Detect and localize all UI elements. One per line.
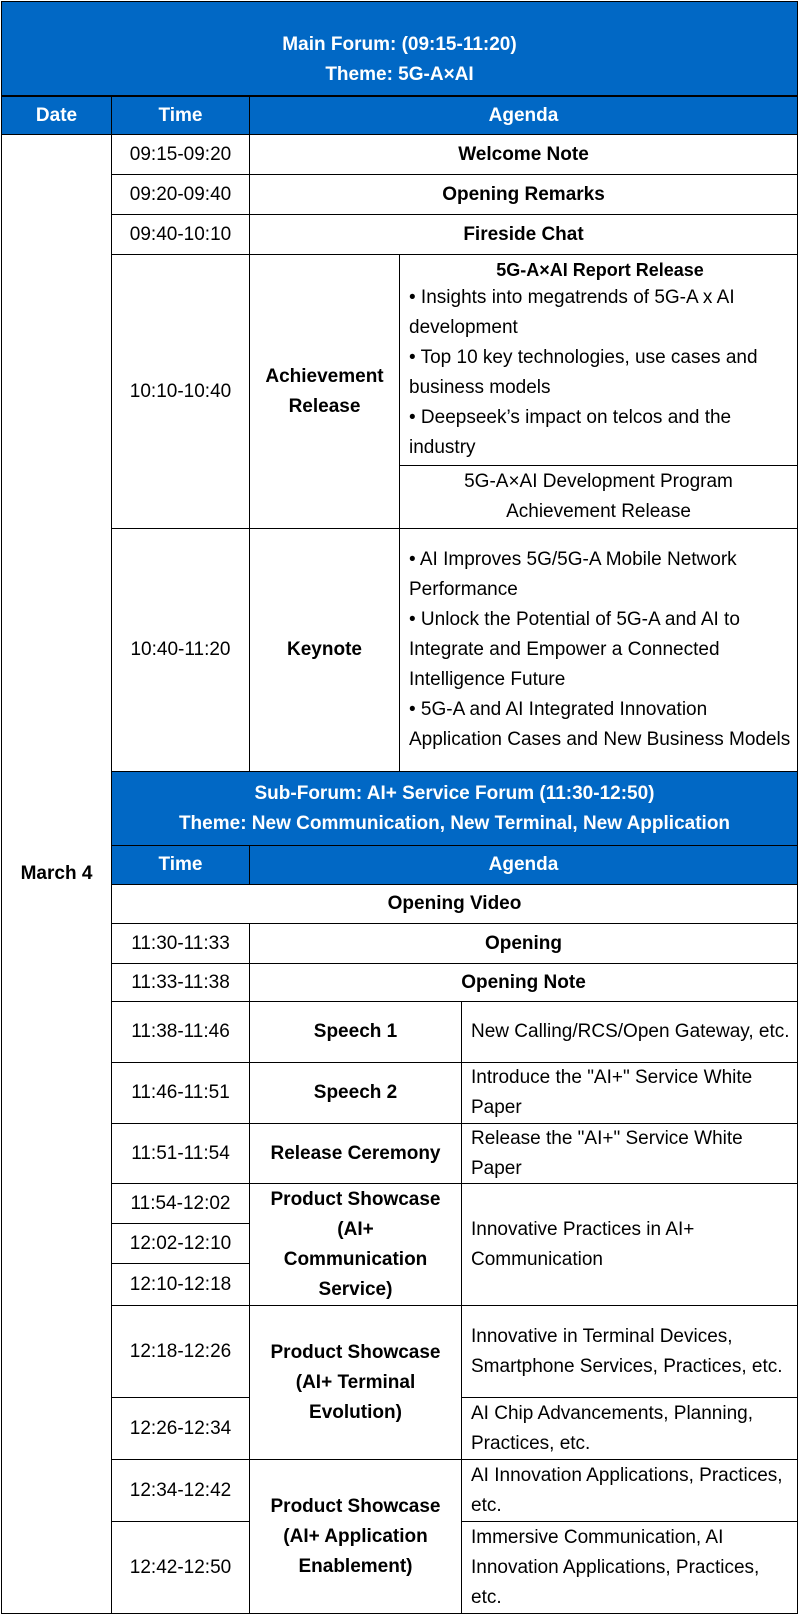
time-cell: 11:54-12:02 <box>111 1183 250 1224</box>
col-header-time: Time <box>111 96 250 135</box>
time-cell: 12:42-12:50 <box>111 1521 250 1614</box>
report-bullet: • Top 10 key technologies, use cases and business models <box>409 347 758 398</box>
showcase-application-label: Product Showcase (AI+ Application Enablement) <box>249 1459 462 1614</box>
showcase-terminal-desc: Innovative in Terminal Devices, Smartphone Services, Practices, etc. <box>461 1305 798 1398</box>
agenda-fireside-chat: Fireside Chat <box>249 214 798 255</box>
time-cell: 10:40-11:20 <box>111 528 250 772</box>
time-cell: 09:15-09:20 <box>111 134 250 175</box>
time-cell: 11:33-11:38 <box>111 963 250 1002</box>
keynote-bullet: • AI Improves 5G/5G-A Mobile Network Performance <box>409 549 737 600</box>
time-cell: 11:30-11:33 <box>111 923 250 964</box>
report-bullet: • Deepseek’s impact on telcos and the industry <box>409 407 732 458</box>
col-header-agenda: Agenda <box>249 96 798 135</box>
speech-2-desc: Introduce the "AI+" Service White Paper <box>461 1062 798 1124</box>
time-cell: 12:10-12:18 <box>111 1263 250 1306</box>
time-cell: 11:51-11:54 <box>111 1123 250 1184</box>
release-ceremony-desc: Release the "AI+" Service White Paper <box>461 1123 798 1184</box>
time-cell: 12:02-12:10 <box>111 1223 250 1264</box>
agenda-opening-remarks: Opening Remarks <box>249 174 798 215</box>
time-cell: 10:10-10:40 <box>111 254 250 529</box>
time-cell: 12:26-12:34 <box>111 1397 250 1460</box>
sub-forum-theme: Theme: New Communication, New Terminal, New Application <box>178 812 731 834</box>
agenda-opening: Opening <box>249 923 798 964</box>
achievement-release-label: Achievement Release <box>249 254 400 529</box>
showcase-communication-desc: Innovative Practices in AI+ Communication <box>461 1183 798 1306</box>
report-release-title: 5G-A×AI Report Release <box>496 260 704 280</box>
speech-1-label: Speech 1 <box>249 1001 462 1063</box>
sub-forum-header <box>111 771 798 846</box>
showcase-application-desc: Immersive Communication, AI Innovation Applications, Practices, etc. <box>461 1521 798 1614</box>
sub-col-header-time: Time <box>111 845 250 885</box>
col-header-date: Date <box>1 96 112 135</box>
keynote-agenda-cell <box>399 528 798 772</box>
opening-video-cell: Opening Video <box>111 884 798 924</box>
speech-2-label: Speech 2 <box>249 1062 462 1124</box>
keynote-bullet: • Unlock the Potential of 5G-A and AI to Integrate and Empower a Connected Intelligence Future <box>409 609 740 690</box>
time-cell: 12:18-12:26 <box>111 1305 250 1398</box>
time-cell: 11:46-11:51 <box>111 1062 250 1124</box>
sub-forum-title: Sub-Forum: AI+ Service Forum (11:30-12:50) <box>254 782 655 804</box>
sub-col-header-agenda: Agenda <box>249 845 798 885</box>
main-forum-theme: Theme: 5G-A×AI <box>325 63 474 85</box>
development-program-cell: 5G-A×AI Development Program Achievement Release <box>399 465 798 529</box>
time-cell: 09:40-10:10 <box>111 214 250 255</box>
date-cell: March 4 <box>1 134 112 1614</box>
release-ceremony-label: Release Ceremony <box>249 1123 462 1184</box>
showcase-communication-label: Product Showcase (AI+ Communication Service) <box>249 1183 462 1306</box>
keynote-bullet: • 5G-A and AI Integrated Innovation Application Cases and New Business Models <box>409 699 791 750</box>
time-cell: 12:34-12:42 <box>111 1459 250 1522</box>
report-bullet: • Insights into megatrends of 5G-A x AI development <box>409 287 735 338</box>
main-forum-title: Main Forum: (09:15-11:20) <box>282 33 517 55</box>
agenda-welcome-note: Welcome Note <box>249 134 798 175</box>
keynote-label: Keynote <box>249 528 400 772</box>
agenda-opening-note: Opening Note <box>249 963 798 1002</box>
time-cell: 09:20-09:40 <box>111 174 250 215</box>
speech-1-desc: New Calling/RCS/Open Gateway, etc. <box>461 1001 798 1063</box>
showcase-terminal-desc: AI Chip Advancements, Planning, Practices, etc. <box>461 1397 798 1460</box>
time-cell: 11:38-11:46 <box>111 1001 250 1063</box>
showcase-terminal-label: Product Showcase (AI+ Terminal Evolution) <box>249 1305 462 1460</box>
showcase-application-desc: AI Innovation Applications, Practices, etc. <box>461 1459 798 1522</box>
main-forum-header <box>1 1 798 96</box>
report-release-cell <box>399 254 798 466</box>
